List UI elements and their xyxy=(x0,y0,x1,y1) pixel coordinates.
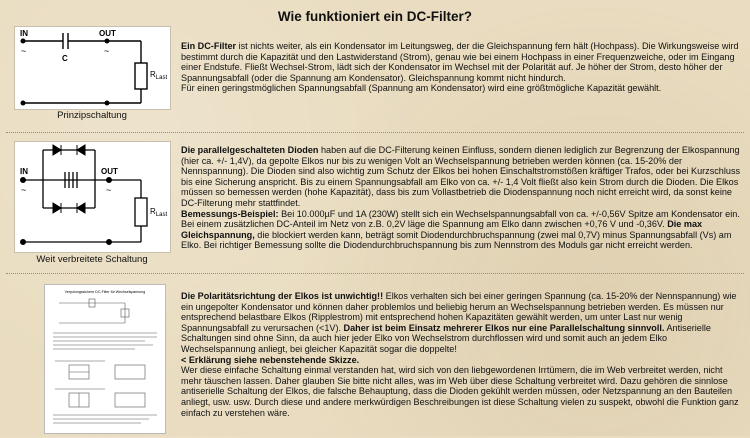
label-c: C xyxy=(62,54,68,63)
section3-paragraph1: Die Polaritätsrichtung der Elkos ist unwichtig!! Elkos verhalten sich bei einer geringen Spannung (ca. 15-20% der Nennspannung) wie ein ungepolter Kondensator und können daher problemlos und beliebig herum an Wechselspannung betrieben werden. Es müssen nur entsprechend belastbare Elkos (Ripplestrom) mit entsprechend hohen Kapazitäten gewählt werden, um unter Last nur wenig Spannungsabfall zu verursachen (<1V). Daher ist beim Einsatz mehrerer Elkos nur eine Parallelschaltung sinnvoll. Antiserielle Schaltungen sind ohne Sinn, da auch hier jeder Elko von Wechselstrom durchflossen wird und somit auch an jedem Elko Wechselspannung anliegt, bei gleicher Kapazität sogar die doppelte! xyxy=(181,291,737,354)
label-r: $R_{Last}$ xyxy=(150,70,168,81)
sketch-figure xyxy=(44,284,166,434)
sketch-heading: Verpolungssichere DC-Filter für Wechselspannung xyxy=(64,290,146,294)
section2-paragraph1: Die parallelgeschalteten Dioden haben auf die DC-Filterung keinen Einfluss, sondern dienen lediglich zur Begrenzung der Elkospannung (hier ca. +/- 1,4V), da gepolte Elkos nur bis zu wenigen Volt an Wechselspannung betrieben werden können (ca. 15-20% der Nennspannung). Die Dioden sind also wichtig zum Schutz der Elkos bei hohen Einschaltstromstößen kräftiger Trafos, oder bei Kurzschluss bis eine Sicherung anspricht. Bis zu einem Spannungsabfall am Elko von ca. +/- 1,4 Volt fließt also kein Strom durch die Dioden. Die Elkos müssen so bemessen werden (hohe Kapazität), dass bis zum Vollastbetrieb die Diodenspannung noch nicht erreicht wird, da sonst keine DC-Filterung mehr stattfindet. xyxy=(181,145,741,208)
sketch-diagram xyxy=(45,285,165,433)
section3-paragraph3: Wer diese einfache Schaltung einmal verstanden hat, wird sich von den liebgewordenen Irrtümern, die im Web verbreitet werden, nicht mehr täuschen lassen. Daher glauben Sie bitte nicht alles, was im Web über diese Schaltung verbreitet wird. Dazu gehören die sinnlose antiserielle Schaltung der Elkos, die falsche Behauptung, dass die Dioden gekühlt werden müssen, oder Netzspannung an den Bauteilen anliegt, usw. usw. Durch diese und andere merkwürdigen Beschreibungen ist diese Schaltung vielen zu suspekt, obwohl die Funktion ganz einfach zu verstehen wäre. xyxy=(181,365,739,418)
label-in: IN xyxy=(20,29,28,38)
principle-circuit-caption: Prinzipschaltung xyxy=(57,110,127,121)
label-in: IN xyxy=(20,167,28,176)
section1-paragraph2: Für einen geringstmöglichen Spannungsabfall (Spannung am Kondensator) wird eine größtmögliche Kapazität gewählt. xyxy=(181,83,662,94)
label-tilde-in: ~ xyxy=(21,46,27,56)
label-r: $R_{Last}$ xyxy=(150,207,168,218)
section1-text xyxy=(181,41,744,94)
separator-2 xyxy=(6,273,744,274)
common-circuit-figure xyxy=(14,141,171,253)
section3-text xyxy=(181,291,744,418)
section2-text xyxy=(181,145,744,251)
label-tilde-out: ~ xyxy=(106,185,112,195)
page-title: Wie funktioniert ein DC-Filter? xyxy=(277,9,473,24)
section1-paragraph1: Ein DC-Filter ist nichts weiter, als ein Kondensator im Leitungsweg, der die Gleichspannung fern hält (Hochpass). Die Wirkungsweise wird bestimmt durch die Kapazität und den Lastwiderstand (Strom), genau wie bei einem Hochpass in einer Frequenzweiche, oder im Eingang einer Endstufe. Fließt Wechsel-Strom, lädt sich der Kondensator im Wechsel mit der Polarität auf. Je höher der Strom, desto höher der Spannungsabfall (oder die Spannung am Kondensator). Gleichspannung kommt nicht hindurch. xyxy=(181,41,739,83)
common-circuit-diagram xyxy=(15,142,170,252)
label-out: OUT xyxy=(101,167,118,176)
label-tilde-in: ~ xyxy=(21,185,27,195)
section2-paragraph2: Bemessungs-Beispiel: Bei 10.000µF und 1A (230W) stellt sich ein Wechselspannungsabfall von ca. +/-0,56V Spitze am Kondensator ein. Bei einem zusätzlichen DC-Anteil im Netz von z.B. 0,2V läge die Spannung am Elko dann zwischen +0,76 V und -0,36V. Die max Gleichspannung, die blockiert werden kann, beträgt somit Diodendurchbruchspannung (zwei mal 0,7V) minus Spannungsabfall (Vs) am Elko. Bei richtiger Bemessung sollte die Diodendurchbruchspannung bis zum Nennstrom des Moduls gar nicht erreicht werden. xyxy=(181,208,740,251)
common-circuit-caption: Weit verbreitete Schaltung xyxy=(36,254,148,265)
separator-1 xyxy=(6,132,744,133)
label-tilde-out: ~ xyxy=(104,46,110,56)
principle-circuit-diagram xyxy=(15,27,170,109)
section3-paragraph2: < Erklärung siehe nebenstehende Skizze. xyxy=(181,354,360,365)
label-out: OUT xyxy=(99,29,116,38)
principle-circuit-figure xyxy=(14,26,171,110)
